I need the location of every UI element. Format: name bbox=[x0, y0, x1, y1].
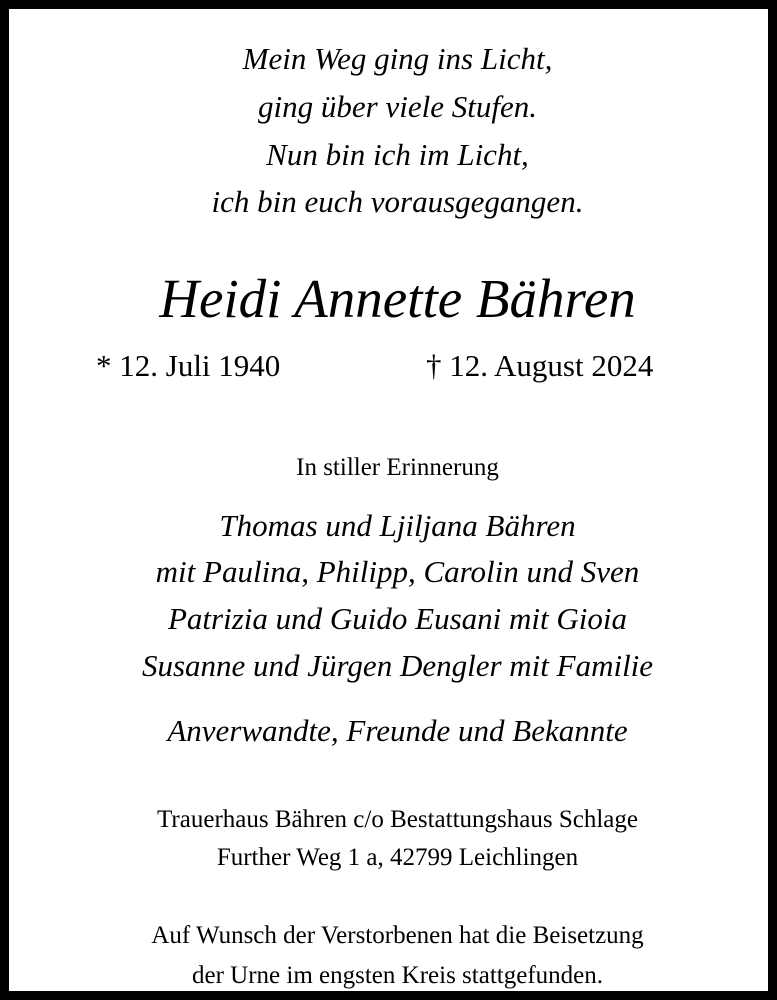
mourner-line: mit Paulina, Philipp, Carolin und Sven bbox=[155, 554, 640, 589]
deceased-name: Heidi Annette Bähren bbox=[159, 268, 636, 329]
mourner-line: Thomas und Ljiljana Bähren bbox=[219, 508, 576, 543]
death-date: † 12. August 2024 bbox=[426, 348, 654, 383]
mourner-line: Patrizia und Guido Eusani mit Gioia bbox=[168, 601, 627, 636]
poem-line: Nun bin ich im Licht, bbox=[266, 137, 529, 172]
address-line: Trauerhaus Bähren c/o Bestattungshaus Schlage bbox=[157, 806, 638, 833]
mourner-line: Susanne und Jürgen Dengler mit Familie bbox=[141, 648, 654, 683]
poem-line: ich bin euch vorausgegangen. bbox=[211, 184, 584, 219]
poem-line: ging über viele Stufen. bbox=[258, 89, 537, 124]
birth-date: * 12. Juli 1940 bbox=[96, 348, 281, 383]
relatives-line: Anverwandte, Freunde und Bekannte bbox=[167, 713, 628, 748]
address-line: Further Weg 1 a, 42799 Leichlingen bbox=[216, 844, 579, 871]
poem-line: Mein Weg ging ins Licht, bbox=[242, 41, 553, 76]
note-line: Auf Wunsch der Verstorbenen hat die Beisetzung bbox=[151, 922, 644, 949]
intro-text: In stiller Erinnerung bbox=[296, 454, 499, 481]
note-line: der Urne im engsten Kreis stattgefunden. bbox=[192, 962, 603, 989]
